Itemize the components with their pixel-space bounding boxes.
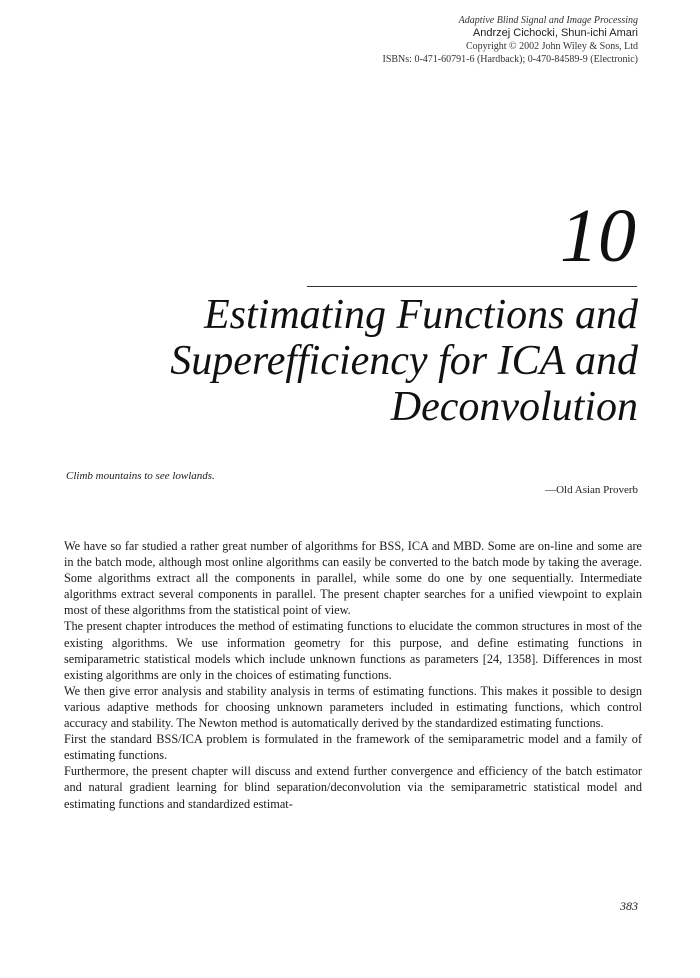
epigraph-attribution: —Old Asian Proverb <box>545 484 638 496</box>
isbn-line: ISBNs: 0-471-60791-6 (Hardback); 0-470-84589-9 (Electronic) <box>382 54 638 65</box>
paragraph: We have so far studied a rather great number of algorithms for BSS, ICA and MBD. Some are on-line and some are in the batch mode, although most online algorithms can easily be converted to the batch mode by taking the average. Some algorithms extract all the components in parallel, while some do one by one sequentially. Intermediate algorithms extract several components in parallel. The present chapter searches for a unified viewpoint to explain most of these algorithms from the statistical point of view. <box>64 539 642 618</box>
running-header <box>383 14 639 66</box>
book-title: Adaptive Blind Signal and Image Processing <box>458 15 638 26</box>
epigraph-quote: Climb mountains to see lowlands. <box>66 470 215 482</box>
chapter-title <box>170 292 638 430</box>
chapter-title-line: Superefficiency for ICA and <box>170 338 638 384</box>
chapter-rule <box>307 286 637 287</box>
copyright-line: Copyright © 2002 John Wiley & Sons, Ltd <box>465 41 638 52</box>
chapter-title-line: Estimating Functions and <box>204 292 638 338</box>
page-number: 383 <box>620 899 638 913</box>
paragraph: First the standard BSS/ICA problem is formulated in the framework of the semiparametric model and a family of estimating functions. <box>64 732 642 763</box>
paragraph: The present chapter introduces the method of estimating functions to elucidate the common structures in most of the existing algorithms. We use information geometry for this purpose, and define estimating functions in semiparametric statistical models which include unknown functions as parameters [24, 1358]. Differences in most existing algorithms are only in the choices of estimating functions. <box>64 619 642 682</box>
book-authors: Andrzej Cichocki, Shun-ichi Amari <box>472 27 638 39</box>
chapter-title-line: Deconvolution <box>390 384 638 430</box>
paragraph: We then give error analysis and stability analysis in terms of estimating functions. This makes it possible to design various adaptive methods for choosing unknown parameters included in estimating functions, which control accuracy and stability. The Newton method is automatically derived by the standardized estimating functions. <box>64 683 642 731</box>
body-text <box>64 538 642 812</box>
paragraph: Furthermore, the present chapter will discuss and extend further convergence and efficiency of the batch estimator and natural gradient learning for blind separation/deconvolution via the semiparametric statistical model and estimating functions and standardized estimat- <box>64 764 642 811</box>
chapter-number: 10 <box>560 194 636 278</box>
